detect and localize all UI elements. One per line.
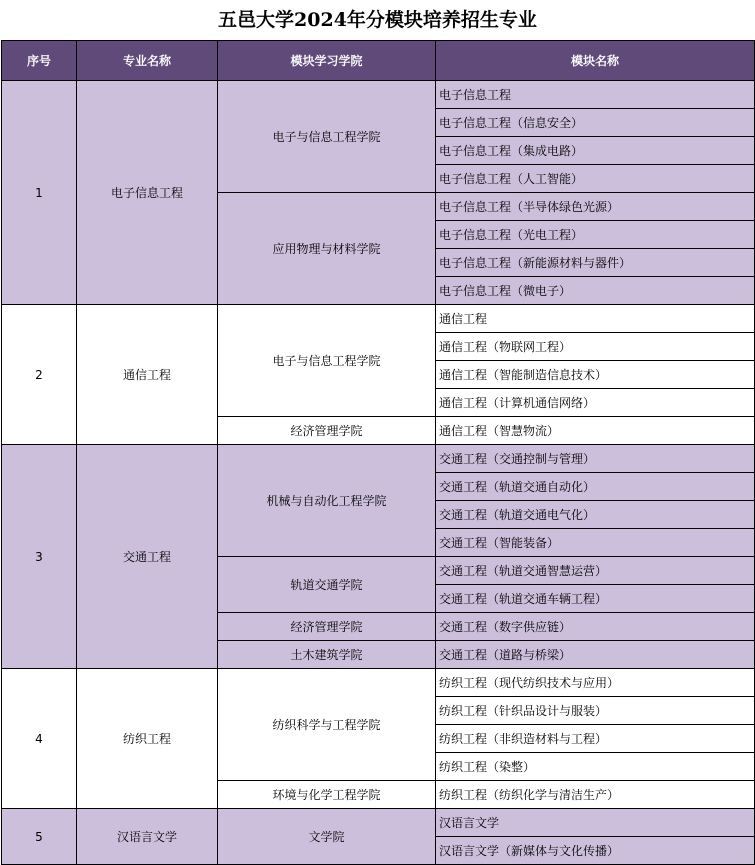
module-name-cell: 纺织工程（非织造材料与工程）: [436, 725, 755, 753]
header-major: 专业名称: [77, 41, 218, 81]
header-college: 模块学习学院: [218, 41, 436, 81]
module-name-cell: 交通工程（交通控制与管理）: [436, 445, 755, 473]
module-name-cell: 交通工程（轨道交通车辆工程）: [436, 585, 755, 613]
module-name-cell: 交通工程（轨道交通自动化）: [436, 473, 755, 501]
seq-cell: 1: [2, 81, 77, 305]
module-name-cell: 电子信息工程（信息安全）: [436, 109, 755, 137]
header-seq: 序号: [2, 41, 77, 81]
module-name-cell: 汉语言文学: [436, 809, 755, 837]
module-name-cell: 通信工程（计算机通信网络）: [436, 389, 755, 417]
college-cell: 应用物理与材料学院: [218, 193, 436, 305]
header-module: 模块名称: [436, 41, 755, 81]
module-name-cell: 电子信息工程（集成电路）: [436, 137, 755, 165]
college-cell: 机械与自动化工程学院: [218, 445, 436, 557]
module-name-cell: 电子信息工程（微电子）: [436, 277, 755, 305]
seq-cell: 5: [2, 809, 77, 865]
module-name-cell: 电子信息工程: [436, 81, 755, 109]
module-name-cell: 交通工程（轨道交通电气化）: [436, 501, 755, 529]
college-cell: 电子与信息工程学院: [218, 81, 436, 193]
table-row: [2, 445, 755, 473]
major-name-cell: 汉语言文学: [77, 809, 218, 865]
module-name-cell: 电子信息工程（半导体绿色光源）: [436, 193, 755, 221]
college-cell: 土木建筑学院: [218, 641, 436, 669]
module-name-cell: 交通工程（智能装备）: [436, 529, 755, 557]
table-row: [2, 81, 755, 109]
module-name-cell: 通信工程（物联网工程）: [436, 333, 755, 361]
module-name-cell: 交通工程（道路与桥梁）: [436, 641, 755, 669]
module-name-cell: 电子信息工程（人工智能）: [436, 165, 755, 193]
seq-cell: 3: [2, 445, 77, 669]
module-name-cell: 通信工程（智慧物流）: [436, 417, 755, 445]
major-name-cell: 纺织工程: [77, 669, 218, 809]
table-row: [2, 669, 755, 697]
module-name-cell: 纺织工程（现代纺织技术与应用）: [436, 669, 755, 697]
seq-cell: 2: [2, 305, 77, 445]
module-name-cell: 纺织工程（染整）: [436, 753, 755, 781]
major-name-cell: 通信工程: [77, 305, 218, 445]
module-name-cell: 纺织工程（纺织化学与清洁生产）: [436, 781, 755, 809]
module-name-cell: 通信工程（智能制造信息技术）: [436, 361, 755, 389]
college-cell: 纺织科学与工程学院: [218, 669, 436, 781]
table-row: [2, 305, 755, 333]
module-name-cell: 通信工程: [436, 305, 755, 333]
major-name-cell: 电子信息工程: [77, 81, 218, 305]
major-table: [1, 40, 755, 865]
module-name-cell: 汉语言文学（新媒体与文化传播）: [436, 837, 755, 865]
college-cell: 文学院: [218, 809, 436, 865]
module-name-cell: 纺织工程（针织品设计与服装）: [436, 697, 755, 725]
college-cell: 环境与化学工程学院: [218, 781, 436, 809]
major-name-cell: 交通工程: [77, 445, 218, 669]
college-cell: 经济管理学院: [218, 613, 436, 641]
module-name-cell: 交通工程（轨道交通智慧运营）: [436, 557, 755, 585]
table-header-row: [2, 41, 755, 81]
module-name-cell: 交通工程（数字供应链）: [436, 613, 755, 641]
module-name-cell: 电子信息工程（光电工程）: [436, 221, 755, 249]
seq-cell: 4: [2, 669, 77, 809]
college-cell: 电子与信息工程学院: [218, 305, 436, 417]
module-name-cell: 电子信息工程（新能源材料与器件）: [436, 249, 755, 277]
college-cell: 轨道交通学院: [218, 557, 436, 613]
table-row: [2, 809, 755, 837]
college-cell: 经济管理学院: [218, 417, 436, 445]
page-title: 五邑大学2024年分模块培养招生专业: [218, 9, 537, 31]
